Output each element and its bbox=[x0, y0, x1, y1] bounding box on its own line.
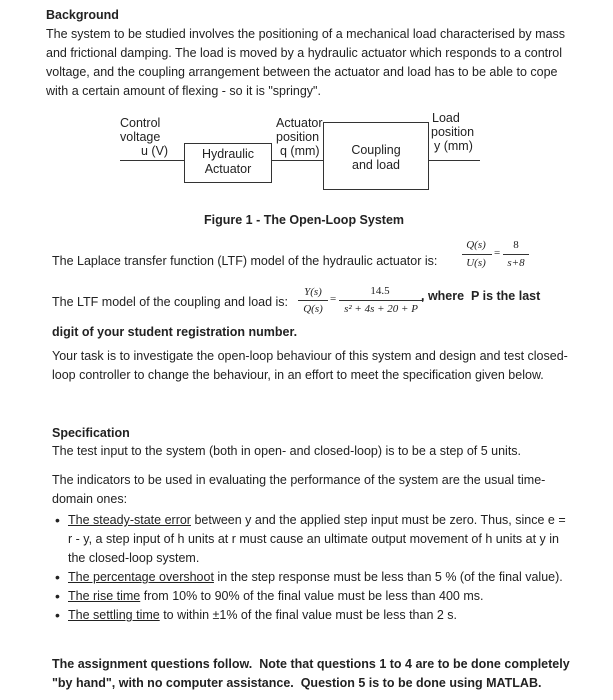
spec-heading: Specification bbox=[52, 426, 130, 440]
spec-item-title: The settling time bbox=[68, 608, 160, 622]
input-arrow-line bbox=[120, 160, 184, 161]
ltf-coupling-eq: = bbox=[330, 293, 337, 305]
block-diagram bbox=[0, 0, 613, 210]
ltf-coupling-lhs-bar bbox=[298, 300, 328, 301]
block1-line1: Hydraulic bbox=[201, 147, 255, 161]
spec-item-rise-time bbox=[52, 587, 572, 606]
input-label-voltage: voltage bbox=[120, 130, 161, 144]
ltf-actuator-rhs-den: s+8 bbox=[507, 257, 525, 269]
ltf-coupling-lhs-den: Q(s) bbox=[303, 303, 323, 315]
ltf-coupling-tail: , where P is the last bbox=[421, 289, 541, 303]
out-label-y: y (mm) bbox=[434, 139, 473, 153]
spec-item-title: The steady-state error bbox=[68, 513, 191, 527]
ltf-actuator-lhs-num: Q(s) bbox=[466, 239, 486, 251]
ltf-actuator-text: The Laplace transfer function (LTF) model of the hydraulic actuator is: bbox=[52, 254, 438, 268]
mid-arrow-line bbox=[271, 160, 323, 161]
spec-item-text: from 10% to 90% of the final value must be less than 400 ms. bbox=[140, 589, 484, 603]
background-heading: Background bbox=[46, 8, 119, 22]
assignment-note: The assignment questions follow. Note that questions 1 to 4 are to be done completely "by hand", with no computer assistance. Question 5 is to be done using MATLAB. bbox=[52, 657, 574, 690]
input-label-u: u (V) bbox=[141, 144, 169, 158]
block2-line2: and load bbox=[352, 158, 400, 172]
coupling-load-block bbox=[323, 122, 429, 190]
figure-caption: Figure 1 - The Open-Loop System bbox=[204, 213, 405, 227]
ltf-coupling-text: The LTF model of the coupling and load is: bbox=[52, 295, 289, 309]
hydraulic-actuator-block bbox=[184, 143, 272, 183]
block1-line2: Actuator bbox=[204, 162, 252, 176]
spec-line1: The test input to the system (both in open- and closed-loop) is to be a step of 5 units. bbox=[52, 444, 522, 458]
spec-item-title: The percentage overshoot bbox=[68, 570, 214, 584]
ltf-coupling-rhs-bar bbox=[339, 300, 423, 301]
spec-item-overshoot bbox=[52, 568, 572, 587]
ltf-actuator-lhs-bar bbox=[462, 254, 492, 255]
spec-item-settling-time bbox=[52, 606, 572, 625]
ltf-coupling-lhs-num: Y(s) bbox=[304, 286, 322, 298]
block2-line1: Coupling bbox=[351, 143, 401, 157]
mid-label-position: position bbox=[276, 130, 320, 144]
out-label-position: position bbox=[431, 125, 475, 139]
ltf-coupling-rhs-den: s² + 4s + 20 + P bbox=[344, 303, 418, 315]
ltf-actuator-rhs-num: 8 bbox=[513, 239, 519, 251]
mid-label-q: q (mm) bbox=[280, 144, 320, 158]
task-paragraph: Your task is to investigate the open-loop behaviour of this system and design and test closed-loop controller to change the behaviour, in an effort to meet the specification given below. bbox=[52, 349, 568, 382]
spec-criteria-list bbox=[52, 511, 572, 625]
ltf-actuator-lhs-den: U(s) bbox=[466, 257, 486, 269]
spec-item-text: in the step response must be less than 5 % (of the final value). bbox=[213, 570, 563, 584]
background-paragraph: The system to be studied involves the positioning of a mechanical load characterised by mass and frictional damping. The load is moved by a hydraulic actuator which responds to a control voltage, and the coupling arrangement between the actuator and load has to be able to cope with a certain amount of flexing - so it is "springy". bbox=[46, 27, 566, 98]
spec-item-title: The rise time bbox=[68, 589, 141, 603]
spec-line2: The indicators to be used in evaluating the performance of the system are the usual time-domain ones: bbox=[52, 473, 546, 506]
ltf-actuator-eq: = bbox=[494, 247, 501, 259]
ltf-actuator-rhs-bar bbox=[503, 254, 529, 255]
ltf-coupling-rhs-num: 14.5 bbox=[370, 285, 390, 297]
output-arrow-line bbox=[428, 160, 480, 161]
mid-label-actuator: Actuator bbox=[276, 116, 323, 130]
input-label-control: Control bbox=[120, 116, 161, 130]
out-label-load: Load bbox=[432, 111, 460, 125]
spec-item-steady-state bbox=[52, 511, 572, 568]
spec-item-text: to within ±1% of the final value must be less than 2 s. bbox=[159, 608, 458, 622]
ltf-coupling-line2: digit of your student registration number. bbox=[52, 325, 298, 339]
spec-item-text: between y and the applied step input must be zero. Thus, since e = r - y, a step input of h units at r must cause an ultimate output movement of h units at y in the closed-loop system. bbox=[68, 513, 566, 565]
